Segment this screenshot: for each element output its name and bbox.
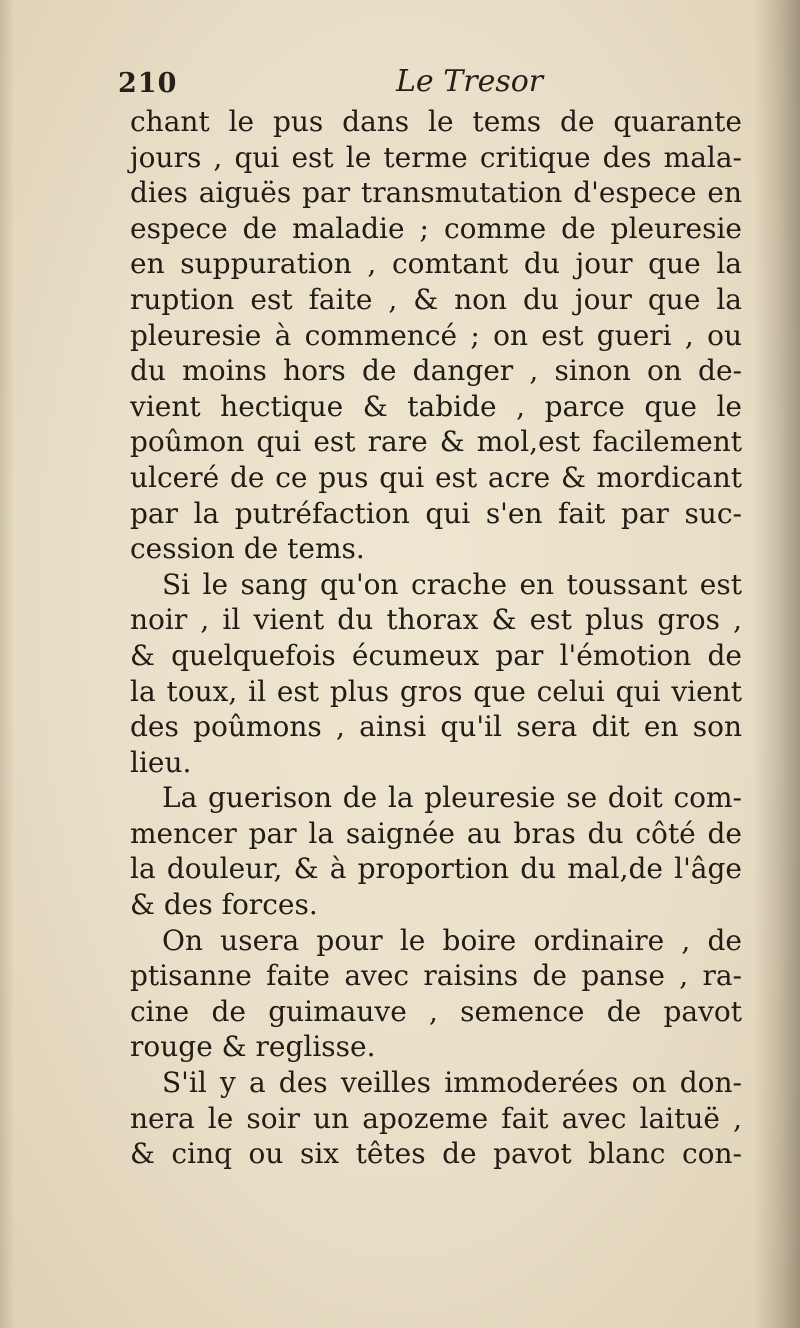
paragraph <box>130 1065 742 1172</box>
text-line: ptisanne faite avec raisins de panse , ra- <box>130 959 742 993</box>
text-line: la toux, il est plus gros que celui qui vient <box>130 674 742 708</box>
text-line: rouge & reglisse. <box>130 1030 376 1064</box>
running-head <box>118 62 758 106</box>
text-line: On usera pour le boire ordinaire , de <box>162 923 742 957</box>
text-body <box>130 104 742 1172</box>
text-line: en suppuration , comtant du jour que la <box>130 247 742 281</box>
text-line: & cinq ou six têtes de pavot blanc con- <box>130 1137 742 1171</box>
text-line: La guerison de la pleuresie se doit com- <box>162 781 742 815</box>
text-line: S'il y a des veilles immoderées on don- <box>162 1066 742 1100</box>
text-line: pleuresie à commencé ; on est gueri , ou <box>130 318 742 352</box>
text-line: lieu. <box>130 745 192 779</box>
text-line: poûmon qui est rare & mol,est facilement <box>130 425 742 459</box>
paragraph <box>130 104 742 567</box>
text-line: cine de guimauve , semence de pavot <box>130 994 742 1028</box>
page-edge-shadow <box>0 0 14 1328</box>
paragraph <box>130 780 742 922</box>
paragraph <box>130 567 742 781</box>
text-line: jours , qui est le terme critique des mala- <box>130 140 742 174</box>
text-line: la douleur, & à proportion du mal,de l'âge <box>130 852 742 886</box>
text-line: espece de maladie ; comme de pleuresie <box>130 211 742 245</box>
text-line: du moins hors de danger , sinon on de- <box>130 354 742 388</box>
text-line: vient hectique & tabide , parce que le <box>130 389 742 423</box>
text-line: chant le pus dans le tems de quarante <box>130 105 742 138</box>
text-line: par la putréfaction qui s'en fait par suc- <box>130 496 742 530</box>
text-line: ruption est faite , & non du jour que la <box>130 282 742 316</box>
text-line: nera le soir un apozeme fait avec laituë , <box>130 1101 742 1135</box>
text-line: ulceré de ce pus qui est acre & mordicant <box>130 460 742 494</box>
text-line: des poûmons , ainsi qu'il sera dit en son <box>130 710 742 744</box>
spine-shadow <box>754 0 800 1328</box>
text-line: dies aiguës par transmutation d'espece en <box>130 176 742 210</box>
text-line: & quelquefois écumeux par l'émotion de <box>130 638 742 672</box>
text-line: & des forces. <box>130 888 318 922</box>
text-line: Si le sang qu'on crache en toussant est <box>162 567 742 601</box>
text-line: cession de tems. <box>130 532 365 566</box>
paragraph <box>130 923 742 1065</box>
page-number: 210 <box>118 68 178 99</box>
text-line: mencer par la saignée au bras du côté de <box>130 816 742 850</box>
running-title: Le Tresor <box>396 64 544 99</box>
text-line: noir , il vient du thorax & est plus gros , <box>130 603 742 637</box>
